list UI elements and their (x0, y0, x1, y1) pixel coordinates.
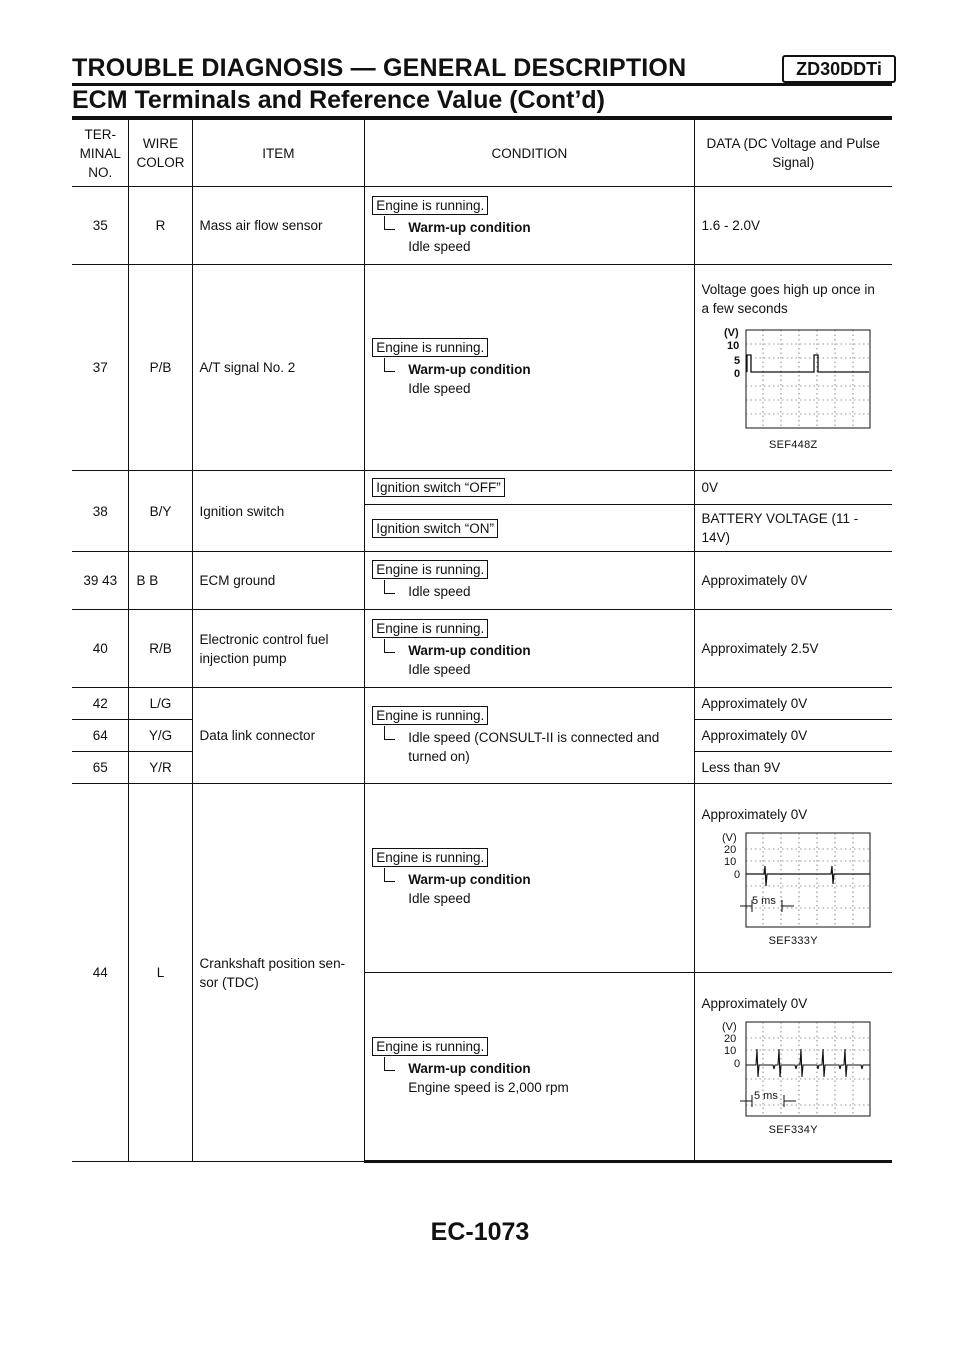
svg-text:0: 0 (733, 869, 740, 881)
data-value: Approximately 0V (694, 720, 892, 752)
figure-caption: SEF333Y (768, 935, 818, 947)
data-value: Approximately 0V (694, 552, 892, 610)
item: Ignition switch (192, 471, 365, 552)
terminal-no: 39 43 (72, 552, 129, 610)
condition: Engine is running. Warm-up condition Idle speed (365, 187, 694, 265)
table-row (72, 784, 892, 973)
condition: Ignition switch “OFF” (365, 471, 694, 505)
svg-text:10: 10 (723, 856, 736, 868)
data-value: Less than 9V (694, 752, 892, 784)
table-row (72, 471, 892, 505)
terminal-no: 64 (72, 720, 129, 752)
data-value: Voltage goes high up once in a few seconds (V) 10 5 0 SEF448Z (694, 265, 892, 471)
figure-caption: SEF334Y (768, 1123, 818, 1136)
header-condition: CONDITION (365, 120, 694, 187)
svg-text:0: 0 (733, 368, 740, 380)
wire-color: R/B (129, 610, 192, 688)
svg-text:10: 10 (723, 1044, 736, 1057)
terminal-no: 65 (72, 752, 129, 784)
data-value: Approximately 0V (694, 688, 892, 720)
data-value: 1.6 - 2.0V (694, 187, 892, 265)
header-wire: WIRE COLOR (129, 120, 192, 187)
header-item: ITEM (192, 120, 365, 187)
table-row (72, 187, 892, 265)
table-row (72, 552, 892, 610)
terminal-no: 35 (72, 187, 129, 265)
condition: Engine is running. Warm-up condition Idle speed (365, 265, 694, 471)
data-value: 0V (694, 471, 892, 505)
svg-text:(V): (V) (721, 832, 737, 844)
data-value: BATTERY VOLTAGE (11 - 14V) (694, 505, 892, 552)
wire-color: P/B (129, 265, 192, 471)
terminal-no: 44 (72, 784, 129, 1162)
data-value: Approximately 0V (V) 20 10 0 5 ms SEF333Y (694, 784, 892, 973)
terminal-table (72, 119, 892, 1163)
svg-text:5 ms: 5 ms (753, 1089, 778, 1102)
item: Crankshaft position sen- sor (TDC) (192, 784, 365, 1162)
condition: Engine is running. Warm-up condition Idle speed (365, 610, 694, 688)
condition: Engine is running. Idle speed (CONSULT-II is connected and turned on) (365, 688, 694, 784)
wire-color: Y/G (129, 720, 192, 752)
condition: Engine is running. Idle speed (365, 552, 694, 610)
item: Data link connector (192, 688, 365, 784)
svg-text:5: 5 (733, 355, 740, 367)
condition: Ignition switch “ON” (365, 505, 694, 552)
condition: Engine is running. Warm-up condition Idle speed (365, 784, 694, 973)
svg-text:(V): (V) (723, 327, 739, 339)
waveform-sef334y (710, 1019, 875, 1119)
svg-text:(V): (V) (721, 1020, 737, 1033)
header-terminal: TER- MINAL NO. (72, 120, 129, 187)
section-title: TROUBLE DIAGNOSIS — GENERAL DESCRIPTION (72, 54, 687, 82)
terminal-no: 38 (72, 471, 129, 552)
waveform-sef448z (710, 324, 875, 434)
table-header-row (72, 120, 892, 187)
figure-caption: SEF448Z (768, 439, 818, 451)
item: A/T signal No. 2 (192, 265, 365, 471)
terminal-no: 37 (72, 265, 129, 471)
condition: Engine is running. Warm-up condition Engine speed is 2,000 rpm (365, 973, 694, 1162)
wire-color: L/G (129, 688, 192, 720)
svg-text:0: 0 (733, 1057, 740, 1070)
page-subtitle: ECM Terminals and Reference Value (Cont’d) (72, 86, 605, 114)
svg-text:5 ms: 5 ms (751, 895, 776, 907)
data-value: Approximately 0V (V) 20 10 0 5 ms SEF334Y (694, 973, 892, 1162)
wire-color: R (129, 187, 192, 265)
item: ECM ground (192, 552, 365, 610)
page-number: EC-1073 (430, 1218, 530, 1246)
data-value: Approximately 2.5V (694, 610, 892, 688)
terminal-no: 42 (72, 688, 129, 720)
header-data: DATA (DC Voltage and Pulse Signal) (694, 120, 892, 187)
wire-color: B/Y (129, 471, 192, 552)
engine-badge: ZD30DDTi (782, 55, 896, 83)
svg-text:20: 20 (723, 1032, 736, 1045)
wire-color: B B (129, 552, 192, 610)
item: Mass air flow sensor (192, 187, 365, 265)
wire-color: Y/R (129, 752, 192, 784)
item: Electronic control fuel injection pump (192, 610, 365, 688)
wire-color: L (129, 784, 192, 1162)
table-row (72, 610, 892, 688)
waveform-sef333y (710, 830, 875, 930)
svg-text:10: 10 (726, 340, 739, 352)
table-row (72, 265, 892, 471)
svg-text:20: 20 (723, 844, 736, 856)
terminal-no: 40 (72, 610, 129, 688)
table-row (72, 688, 892, 720)
